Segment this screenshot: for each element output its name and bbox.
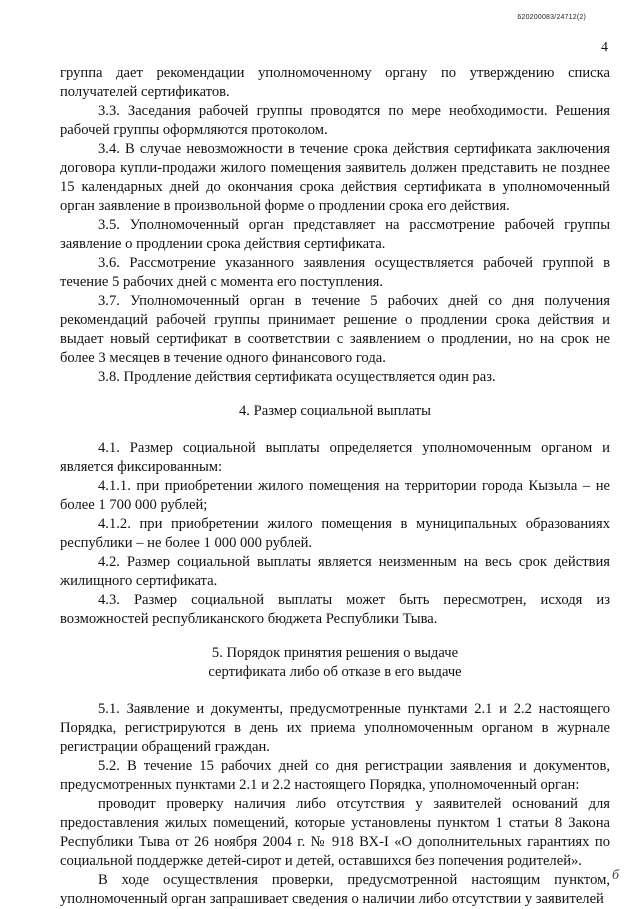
- corner-mark: б: [612, 868, 620, 883]
- paragraph-3-6: 3.6. Рассмотрение указанного заявления осуществляется рабочей группой в течение 5 рабочих дней с момента его поступления.: [60, 255, 610, 290]
- paragraph-5-1: 5.1. Заявление и документы, предусмотренные пунктами 2.1 и 2.2 настоящего Порядка, регистрируются в день их приема уполномоченным органом в журнале регистрации обращений граждан.: [60, 701, 610, 755]
- paragraph-5-2-request: В ходе осуществления проверки, предусмотренной настоящим пунктом, уполномоченный орган запрашивает сведения о наличии либо отсутствии у заявителей: [60, 872, 610, 907]
- spacer: [60, 421, 610, 439]
- paragraph-4-3: 4.3. Размер социальной выплаты может быть пересмотрен, исходя из возможностей республиканского бюджета Республики Тыва.: [60, 592, 610, 627]
- paragraph-3-4: 3.4. В случае невозможности в течение срока действия сертификата заключения договора купли-продажи жилого помещения заявитель должен представить не позднее 15 календарных дней до окончания срока действия сертификата в уполномоченный орган заявление в произвольной форме о продлении срока его действия.: [60, 141, 610, 214]
- paragraph-continuation: группа дает рекомендации уполномоченному органу по утверждению списка получателей сертификатов.: [60, 65, 610, 100]
- document-id: 620200083/24712(2): [517, 14, 586, 21]
- paragraph-4-2: 4.2. Размер социальной выплаты является неизменным на весь срок действия жилищного сертификата.: [60, 554, 610, 589]
- paragraph-3-7: 3.7. Уполномоченный орган в течение 5 рабочих дней со дня получения рекомендаций рабочей группы принимает решение о продлении срока действия и выдает новый сертификат в соответствии с заявлением о продлении, но на срок не более 3 месяцев в течение одного финансового года.: [60, 293, 610, 366]
- spacer: [60, 387, 610, 402]
- paragraph-4-1-2: 4.1.2. при приобретении жилого помещения в муниципальных образованиях республики – не более 1 000 000 рублей.: [60, 516, 610, 551]
- section-4-heading: 4. Размер социальной выплаты: [239, 403, 431, 419]
- document-body: [60, 64, 610, 909]
- spacer: [60, 629, 610, 644]
- paragraph-3-5: 3.5. Уполномоченный орган представляет на рассмотрение рабочей группы заявление о продлении срока действия сертификата.: [60, 217, 610, 252]
- paragraph-3-8: 3.8. Продление действия сертификата осуществляется один раз.: [98, 369, 496, 385]
- page-number: 4: [601, 40, 608, 55]
- section-5-heading-line2: сертификата либо об отказе в его выдаче: [208, 664, 462, 680]
- paragraph-3-3: 3.3. Заседания рабочей группы проводятся по мере необходимости. Решения рабочей группы оформляются протоколом.: [60, 103, 610, 138]
- paragraph-4-1-1: 4.1.1. при приобретении жилого помещения на территории города Кызыла – не более 1 700 000 рублей;: [60, 478, 610, 513]
- section-5-heading-line1: 5. Порядок принятия решения о выдаче: [211, 645, 459, 661]
- paragraph-5-2: 5.2. В течение 15 рабочих дней со дня регистрации заявления и документов, предусмотренных пунктами 2.1 и 2.2 настоящего Порядка, уполномоченный орган:: [60, 758, 610, 793]
- spacer: [60, 682, 610, 700]
- paragraph-4-1: 4.1. Размер социальной выплаты определяется уполномоченным органом и является фиксированным:: [60, 440, 610, 475]
- paragraph-5-2-check: проводит проверку наличия либо отсутствия у заявителей оснований для предоставления жилых помещений, которые установлены пунктом 1 статьи 8 Закона Республики Тыва от 26 ноября 2004 г. № 918 ВХ-I «О дополнительных гарантиях по социальной поддержке детей-сирот и детей, оставшихся без попечения родителей».: [60, 796, 610, 869]
